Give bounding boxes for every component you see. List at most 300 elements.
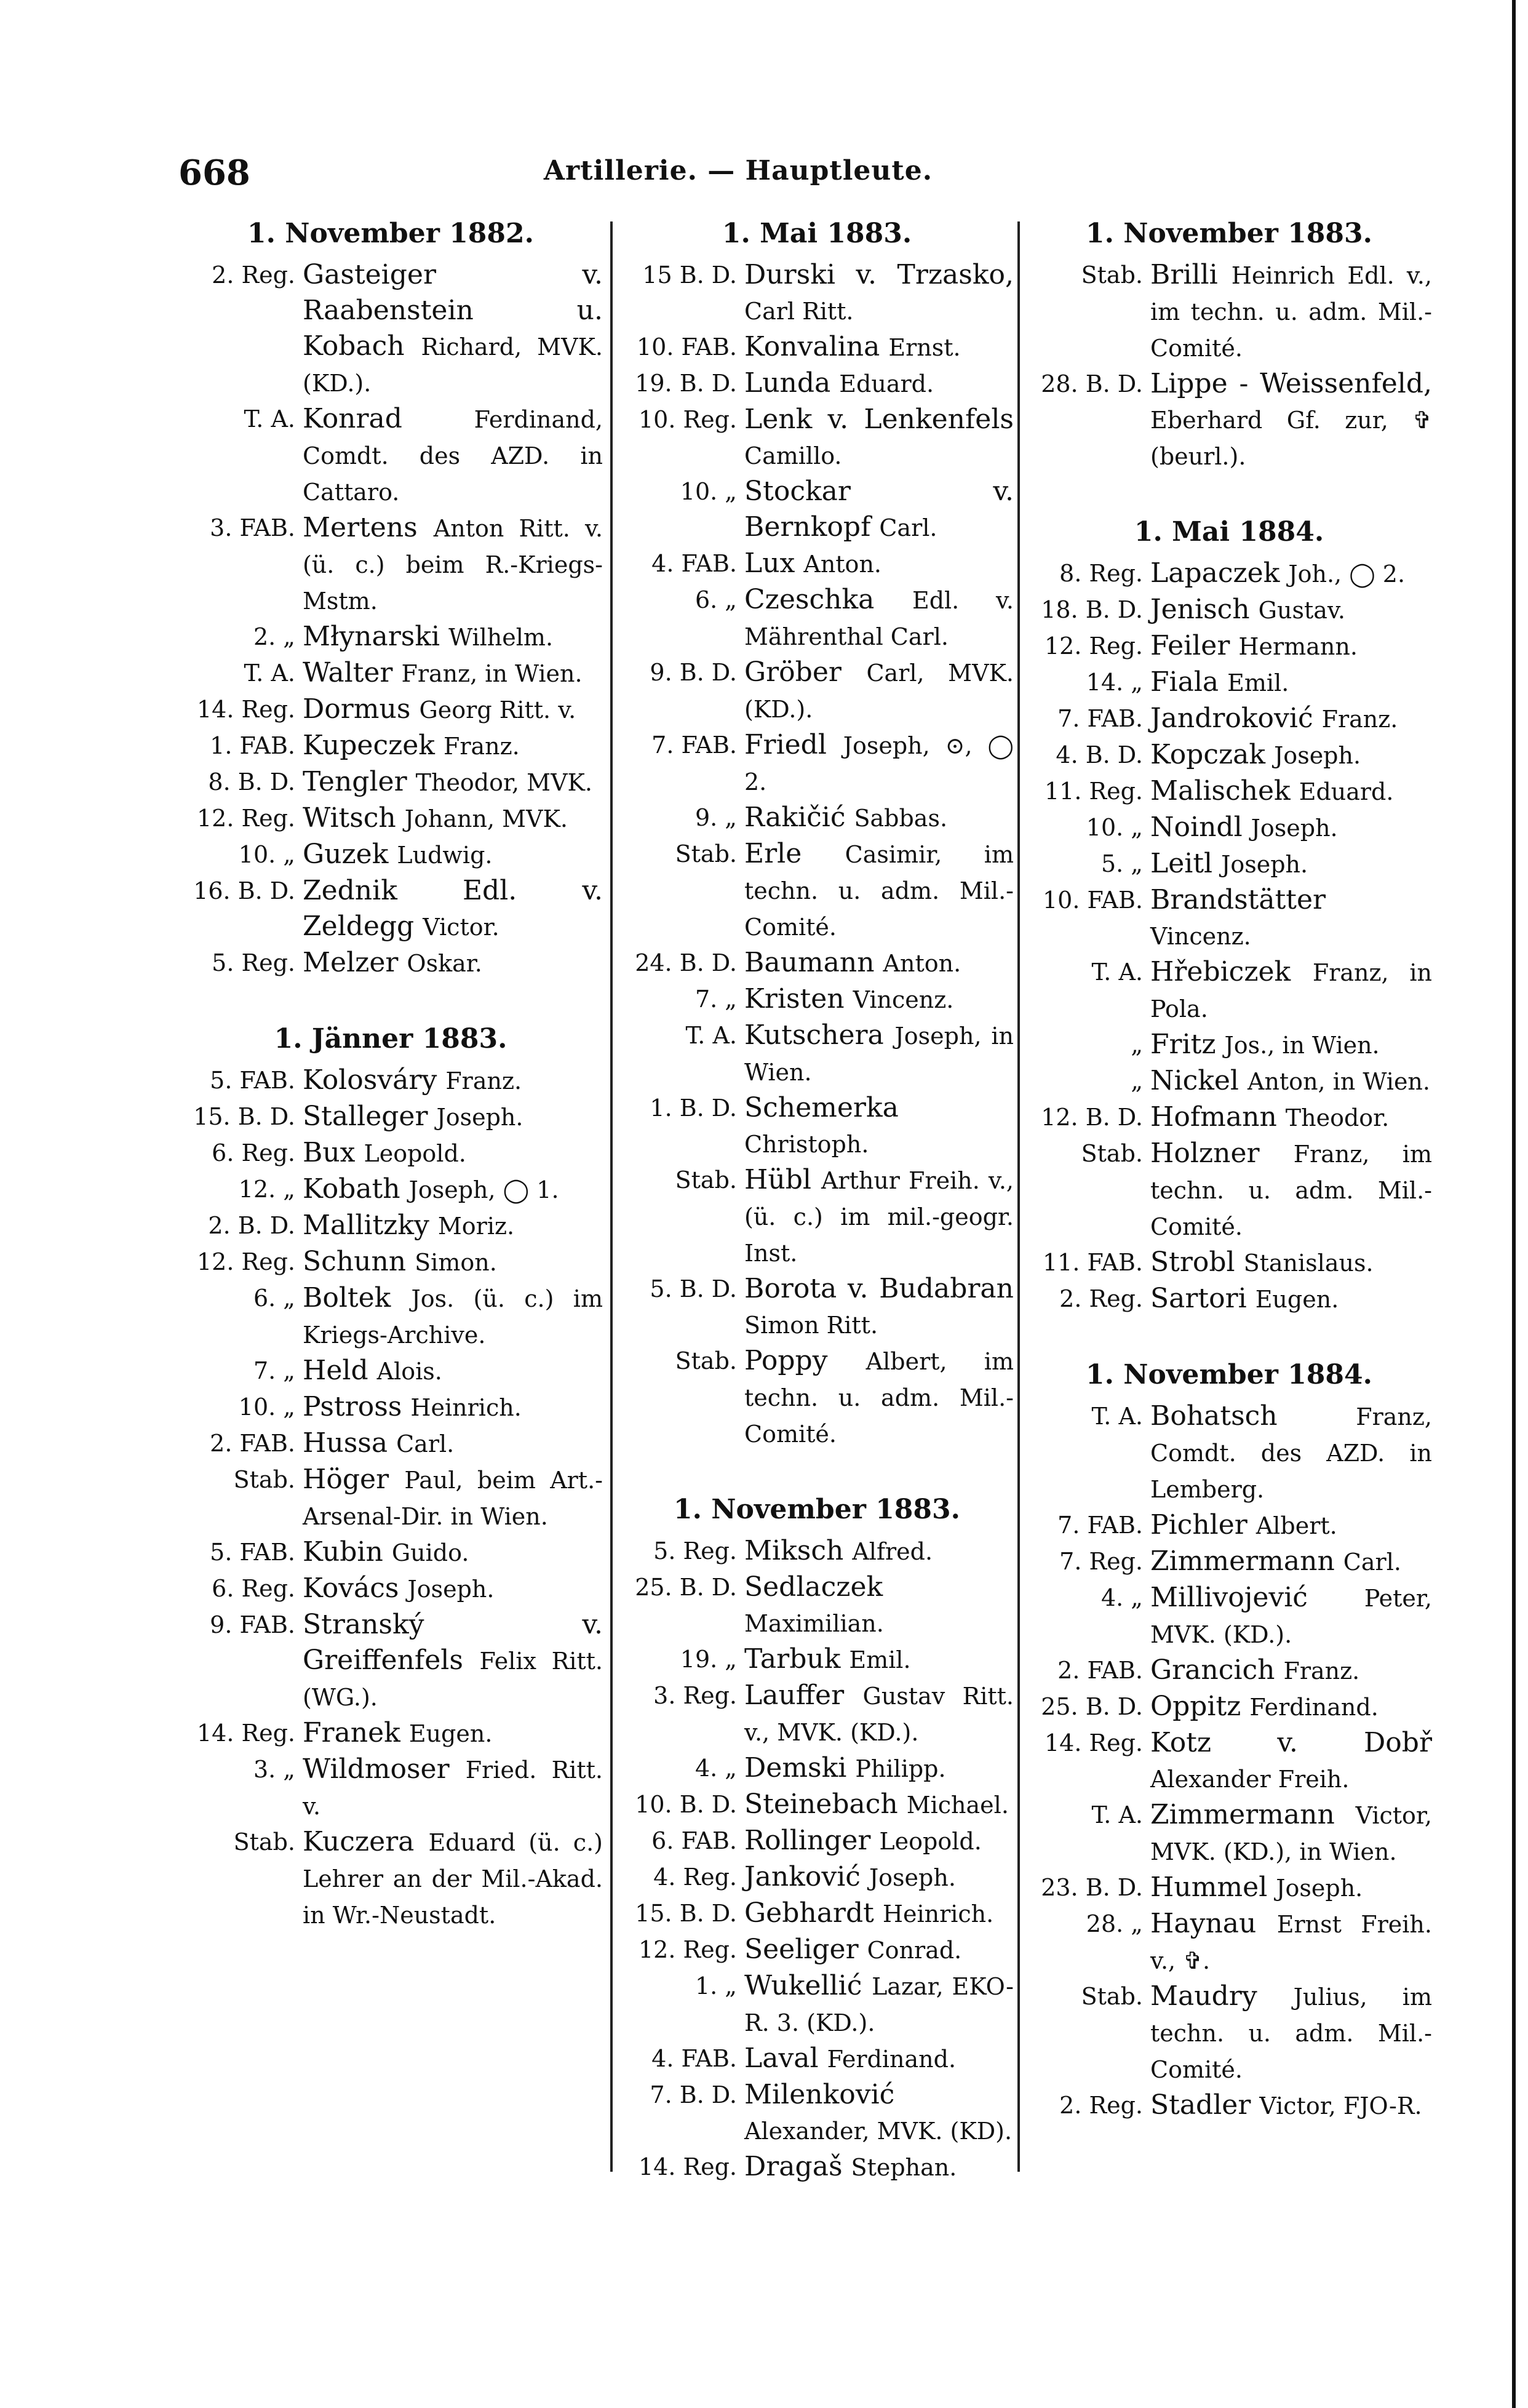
entry-unit: 9. FAB. [210,1611,295,1638]
entry-surname: Baumann [744,947,875,978]
entry-details: Ferdinand. [827,2046,957,2073]
entry-details: Paul, beim Art.-Arsenal-Dir. in Wien. [303,1467,603,1530]
entry-surname: Hübl [744,1164,811,1195]
roster-entry [178,945,603,981]
entry-text [1150,592,1432,628]
entry-unit: 5. FAB. [210,1067,295,1094]
roster-entry [620,1569,1014,1641]
entry-surname: Pichler [1150,1509,1247,1541]
entry-text [303,1062,603,1099]
entry-text [1150,1281,1432,1317]
entry-text [303,837,603,873]
entry-unit: Stab. [233,1466,295,1493]
entry-unit: 10. „ [1086,814,1143,841]
entry-text [303,1353,603,1389]
entry-unit: 6. Reg. [212,1575,295,1602]
entry-details: Simon Ritt. [744,1312,878,1339]
entry-text [744,582,1014,655]
entry-surname: Millivojević [1150,1582,1308,1613]
entry-unit: Stab. [675,840,737,867]
section-heading: 1. November 1883. [1086,218,1372,249]
entry-unit: 10. B. D. [635,1791,737,1818]
entry-text [744,329,1014,365]
entry-unit: 11. FAB. [1042,1249,1143,1276]
column-divider [1017,221,1020,2172]
entry-surname: Witsch [303,802,396,834]
entry-unit: 6. „ [694,586,737,613]
roster-entry [1026,366,1432,474]
roster-entry [178,257,603,401]
entry-details: Alfred. [852,1538,933,1565]
entry-text [744,981,1014,1018]
entry-unit: 28. B. D. [1041,370,1143,397]
entry-unit: 7. Reg. [1059,1548,1143,1575]
entry-unit: 19. B. D. [635,370,737,397]
entry-surname: Zimmermann [1150,1799,1335,1830]
entry-text [1150,1063,1432,1099]
entry-text [1150,1906,1432,1979]
entry-text [303,1425,603,1462]
page-header [178,153,1298,202]
entry-surname: Leitl [1150,848,1213,879]
entry-details: Eugen. [408,1720,493,1747]
entry-unit: Stab. [1081,1140,1143,1167]
entry-unit: 18. B. D. [1041,596,1143,623]
page-edge-rule [1512,0,1516,2408]
entry-unit: 15 B. D. [642,261,737,289]
roster-entry [620,1018,1014,1090]
entry-surname: Tarbuk [744,1643,841,1675]
entry-details: Franz, Comdt. des AZD. in Lemberg. [1150,1403,1432,1503]
entry-text [1150,737,1432,773]
entry-text [744,1018,1014,1090]
entry-details: Alois. [376,1358,442,1385]
entry-details: Alexander, MVK. (KD). [744,2118,1013,2145]
entry-unit: 15. B. D. [193,1103,295,1130]
entry-details: Leopold. [364,1140,466,1167]
entry-unit: 14. „ [1086,669,1143,696]
roster-entry [620,546,1014,582]
entry-surname: Lippe - Weissenfeld, [1150,368,1432,399]
entry-details: Anton. [803,551,881,578]
entry-text [1150,2087,1432,2124]
entry-unit: 4. FAB. [651,2045,737,2072]
roster-entry [1026,628,1432,664]
entry-details: Franz, in Wien. [401,660,583,687]
entry-details: Joseph, ⊙, ◯ 2. [744,732,1014,795]
entry-surname: Holzner [1150,1138,1260,1169]
roster-entry [178,1244,603,1280]
entry-surname: Dormus [303,693,411,725]
entry-surname: Lunda [744,367,831,399]
entry-surname: Młynarski [303,621,440,652]
entry-details: Joseph. [1276,1875,1363,1902]
entry-text [744,1968,1014,2041]
entry-details: Arthur Freih. v., (ü. c.) im mil.-geogr. Inst. [744,1167,1014,1267]
entry-text [1150,810,1432,846]
entry-details: Wilhelm. [448,624,554,651]
roster-entry [178,728,603,764]
entry-unit: T. A. [1091,1801,1143,1828]
entry-details: Eugen. [1255,1286,1339,1313]
roster-entry [178,1280,603,1353]
entry-details: Leopold. [879,1828,982,1855]
entry-unit: 4. „ [1100,1584,1143,1611]
entry-details: Stephan. [851,2154,957,2181]
roster-entry [620,1859,1014,1896]
entry-unit: 14. Reg. [638,2153,737,2180]
entry-details: Joseph. [1221,851,1308,878]
entry-unit: T. A. [685,1022,737,1049]
entry-details: Anton, in Wien. [1247,1068,1430,1095]
entry-text [1150,1245,1432,1281]
entry-text [303,800,603,837]
entry-details: Franz. [445,1067,522,1094]
entry-text [303,692,603,728]
entry-unit: 7. „ [694,986,737,1013]
entry-unit: T. A. [1091,959,1143,986]
entry-surname: Fritz [1150,1029,1216,1060]
entry-surname: Kuczera [303,1826,415,1857]
entry-unit: 3. „ [253,1756,295,1783]
entry-surname: Janković [744,1861,861,1892]
entry-text [744,727,1014,800]
roster-entry [620,1750,1014,1787]
entry-unit: Stab. [1081,1983,1143,2010]
entry-details: Fried. Ritt. v. [303,1756,603,1820]
entry-details: Julius, im techn. u. adm. Mil.-Comité. [1150,1983,1432,2083]
entry-details: Lazar, EKO-R. 3. (KD.). [744,1973,1014,2036]
section-heading: 1. November 1882. [247,218,534,249]
entry-details: Moriz. [437,1213,515,1240]
entry-text [744,1533,1014,1569]
roster-entry [178,692,603,728]
entry-text [744,945,1014,981]
roster-entry [1026,1979,1432,2087]
entry-details: Anton. [883,950,961,977]
roster-entry [1026,1797,1432,1870]
entry-surname: Kubin [303,1536,383,1568]
roster-entry [178,800,603,837]
entry-text [1150,1979,1432,2087]
entry-text [1150,664,1432,701]
entry-details: Ernst Freih. v., ✞. [1150,1911,1432,1974]
entry-unit: 24. B. D. [635,949,737,976]
entry-details: Gustav. [1258,597,1345,624]
roster-entry [178,401,603,510]
entry-surname: Kobath [303,1173,400,1205]
entry-surname: Borota v. Budabran [744,1273,1014,1304]
entry-unit: 1. „ [694,1972,737,1999]
entry-surname: Fiala [1150,666,1219,698]
roster-entry [1026,1063,1432,1099]
roster-entry [620,1271,1014,1343]
entry-details: Victor, MVK. (KD.), in Wien. [1150,1802,1432,1865]
roster-entry [1026,737,1432,773]
roster-entry [620,655,1014,727]
roster-entry [620,1823,1014,1859]
entry-surname: Pstross [303,1391,402,1422]
entry-text [303,1208,603,1244]
entry-details: Eduard (ü. c.) Lehrer an der Mil.-Akad. in Wr.-Neustadt. [303,1829,603,1929]
entry-text [1150,1544,1432,1580]
entry-text [1150,1725,1432,1797]
entry-surname: Durski v. Trzasko, [744,259,1014,290]
entry-unit: 2. Reg. [1059,1285,1143,1312]
roster-entry [1026,1136,1432,1245]
entry-text [303,1280,603,1353]
roster-entry [620,365,1014,402]
roster-entry [620,474,1014,546]
entry-text [744,1343,1014,1452]
entry-details: Eduard. [1299,778,1394,805]
entry-unit: T. A. [244,405,295,433]
roster-entry [178,1824,603,1933]
entry-surname: Friedl [744,729,827,760]
entry-text [303,1824,603,1933]
entry-unit: 3. FAB. [210,514,295,541]
entry-details: Gustav Ritt. v., MVK. (KD.). [744,1683,1014,1746]
entry-text [303,1389,603,1425]
entry-text [1150,1099,1432,1136]
entry-text [303,655,603,692]
entry-text [303,873,603,945]
entry-unit: 12. Reg. [196,1248,295,1275]
entry-unit: Stab. [233,1828,295,1856]
entry-text [744,1896,1014,1932]
entry-text [744,800,1014,836]
entry-details: Christoph. [744,1131,869,1158]
entry-unit: 10. FAB. [636,333,737,361]
entry-surname: Melzer [303,947,399,978]
entry-text [1150,1398,1432,1507]
entry-text [744,402,1014,474]
entry-surname: Poppy [744,1345,828,1376]
roster-entry [1026,556,1432,592]
entry-unit: 11. Reg. [1044,778,1143,805]
entry-text [303,510,603,619]
entry-details: Ferdinand, Comdt. des AZD. in Cattaro. [303,406,603,506]
entry-details: Ferdinand. [1249,1694,1379,1721]
roster-entry [178,510,603,619]
roster-entry [178,837,603,873]
entry-text [1150,628,1432,664]
entry-surname: Haynau [1150,1908,1257,1939]
roster-entry [620,945,1014,981]
entry-unit: 10. FAB. [1042,887,1143,914]
entry-details: Joseph, in Wien. [744,1023,1014,1086]
entry-details: Carl. [396,1430,455,1457]
entry-text [1150,882,1432,954]
roster-entry [1026,1906,1432,1979]
entry-details: Heinrich Edl. v., im techn. u. adm. Mil.-Comité. [1150,262,1432,362]
column-left [178,215,603,2196]
roster-entry [178,1571,603,1607]
entry-text [303,401,603,510]
entry-surname: Gasteiger v. Raabenstein u. Kobach [303,259,603,362]
entry-surname: Noindl [1150,811,1243,843]
entry-text [744,2041,1014,2077]
roster-entry [620,1968,1014,2041]
roster-entry [620,981,1014,1018]
entry-details: Philipp. [855,1755,946,1782]
entry-details: Conrad. [867,1937,962,1964]
roster-entry [1026,1245,1432,1281]
entry-details: Franz, in Pola. [1150,959,1432,1023]
roster-entry [620,1896,1014,1932]
entry-unit: 2. B. D. [208,1212,295,1239]
entry-unit: 28. „ [1086,1910,1143,1937]
entry-unit: 5. Reg. [653,1537,737,1565]
entry-surname: Kupeczek [303,730,435,761]
entry-text [744,365,1014,402]
entry-text [744,1932,1014,1968]
roster-entry [178,1534,603,1571]
entry-surname: Jenisch [1150,594,1250,625]
entry-surname: Stockar v. Bernkopf [744,476,1014,543]
entry-unit: 12. „ [238,1176,295,1203]
roster-entry [178,1715,603,1752]
roster-entry [178,1171,603,1208]
entry-text [744,1569,1014,1641]
entry-surname: Hummel [1150,1872,1268,1903]
entry-details: Maximilian. [744,1610,884,1637]
entry-surname: Stranský v. Greiffenfels [303,1609,603,1676]
entry-details: Joseph. [1274,742,1361,769]
entry-unit: 2. FAB. [1057,1657,1143,1684]
entry-text [303,1135,603,1171]
entry-unit: 4. B. D. [1056,741,1143,768]
page-number: 668 [178,153,250,193]
entry-surname: Dragaš [744,2151,843,2182]
entry-text [1150,1136,1432,1245]
roster-entry [1026,1653,1432,1689]
entry-unit: 1. B. D. [650,1094,737,1122]
entry-surname: Boltek [303,1282,391,1314]
entry-unit: „ [1131,1067,1143,1094]
entry-text [303,257,603,401]
entry-surname: Kolosváry [303,1064,437,1096]
entry-surname: Hofmann [1150,1101,1277,1133]
entry-surname: Lux [744,548,795,579]
roster-entry [178,1208,603,1244]
entry-unit: 19. „ [680,1646,737,1673]
entry-details: Joseph. [436,1104,523,1131]
entry-details: Michael. [906,1792,1009,1819]
entry-details: Theodor, MVK. [415,769,592,796]
entry-surname: Miksch [744,1535,844,1566]
entry-unit: 7. B. D. [650,2081,737,2108]
entry-details: Theodor. [1285,1104,1390,1131]
entry-unit: Stab. [1081,261,1143,289]
roster-entry [620,329,1014,365]
entry-details: Eberhard Gf. zur, ✞ (beurl.). [1150,407,1432,470]
entry-text [303,1752,603,1824]
roster-entry [1026,1507,1432,1544]
entry-surname: Rollinger [744,1825,871,1856]
running-title: Artillerie. — Hauptleute. [543,155,933,186]
entry-details: Joseph. [1251,815,1338,842]
entry-surname: Rakičić [744,802,846,833]
roster-entry [178,1607,603,1715]
entry-unit: T. A. [244,660,295,687]
entry-unit: 4. Reg. [653,1864,737,1891]
entry-details: Richard, MVK. (KD.). [303,333,603,397]
entry-unit: 6. „ [253,1285,295,1312]
entry-surname: Guzek [303,839,389,870]
entry-text [303,1534,603,1571]
roster-entry [1026,810,1432,846]
roster-entry [620,1343,1014,1452]
entry-unit: 25. B. D. [1041,1693,1143,1720]
entry-unit: 8. Reg. [1059,560,1143,587]
entry-surname: Demski [744,1752,847,1784]
entry-text [744,546,1014,582]
entry-details: Anton Ritt. v. (ü. c.) beim R.-Kriegs-Mstm. [303,515,603,615]
entry-surname: Held [303,1355,368,1386]
entry-unit: 12. B. D. [1041,1104,1143,1131]
entry-unit: 23. B. D. [1041,1874,1143,1901]
entry-surname: Konrad [303,403,402,434]
entry-surname: Feiler [1150,630,1230,661]
section-heading: 1. Jänner 1883. [274,1023,507,1054]
entry-surname: Lapaczek [1150,557,1280,589]
entry-text [303,945,603,981]
entry-text [1150,1797,1432,1870]
entry-surname: Lauffer [744,1680,845,1711]
roster-entry [1026,664,1432,701]
section-heading: 1. Mai 1884. [1134,516,1324,548]
entry-surname: Höger [303,1464,389,1495]
entry-details: Georg Ritt. v. [419,696,576,724]
entry-surname: Stadler [1150,2089,1251,2121]
entry-unit: 2. Reg. [1059,2092,1143,2119]
roster-entry [620,1641,1014,1678]
entry-details: Albert, im techn. u. adm. Mil.-Comité. [744,1348,1014,1448]
roster-entry [1026,1281,1432,1317]
entry-surname: Kopczak [1150,739,1266,770]
entry-text [744,836,1014,945]
entry-details: Albert. [1255,1512,1337,1539]
entry-surname: Walter [303,657,393,688]
entry-unit: 7. „ [253,1357,295,1384]
entry-unit: 9. „ [694,804,737,831]
roster-entry [178,764,603,800]
entry-surname: Kutschera [744,1019,884,1051]
entry-unit: 14. Reg. [1044,1729,1143,1756]
entry-surname: Malischek [1150,775,1291,807]
entry-surname: Sartori [1150,1283,1247,1314]
entry-unit: 7. FAB. [1057,705,1143,732]
entry-text [1150,1870,1432,1906]
entry-surname: Schemerka [744,1092,899,1123]
roster-entry [620,727,1014,800]
entry-details: Joseph. [407,1576,495,1603]
entry-unit: 10. „ [238,841,295,868]
roster-entry [620,2041,1014,2077]
entry-unit: 2. FAB. [210,1430,295,1457]
entry-text [744,257,1014,329]
entry-surname: Schunn [303,1246,407,1277]
entry-surname: Stalleger [303,1101,428,1132]
entry-text [1150,954,1432,1027]
entry-text [1150,1653,1432,1689]
entry-details: Carl. [1343,1549,1401,1576]
entry-surname: Hřebiczek [1150,956,1291,987]
entry-unit: 5. „ [1100,850,1143,877]
entry-details: Emil. [1227,669,1289,696]
roster-entry [1026,1580,1432,1653]
